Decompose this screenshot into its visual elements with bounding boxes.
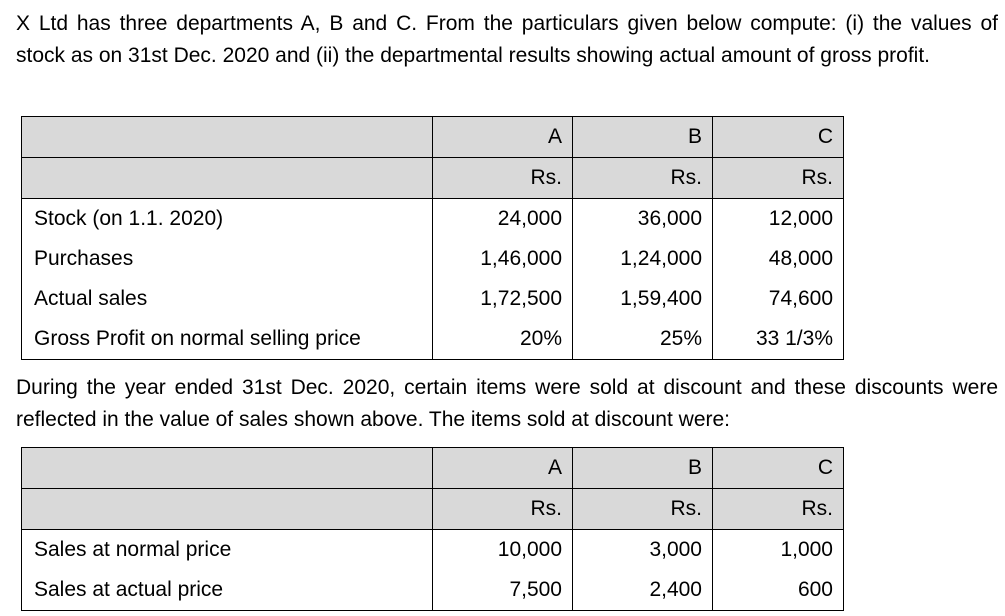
cell-dept-a: 20%: [433, 319, 573, 360]
row-label: Sales at actual price: [22, 570, 433, 611]
cell-dept-a: 1,72,500: [433, 279, 573, 319]
table-header-row: [22, 117, 844, 158]
cell-dept-b: 36,000: [573, 199, 713, 240]
table-unit-row: [22, 158, 844, 199]
row-label: Stock (on 1.1. 2020): [22, 199, 433, 240]
cell-dept-b: 1,59,400: [573, 279, 713, 319]
cell-dept-c: 74,600: [713, 279, 844, 319]
table-unit-row: [22, 489, 844, 530]
row-label: Actual sales: [22, 279, 433, 319]
unit-dept-b: Rs.: [573, 489, 713, 530]
row-label: Gross Profit on normal selling price: [22, 319, 433, 360]
header-dept-b: B: [573, 448, 713, 489]
cell-dept-b: 25%: [573, 319, 713, 360]
header-dept-c: C: [713, 448, 844, 489]
unit-dept-c: Rs.: [713, 489, 844, 530]
unit-dept-b: Rs.: [573, 158, 713, 199]
cell-dept-a: 10,000: [433, 530, 573, 571]
cell-dept-b: 3,000: [573, 530, 713, 571]
cell-dept-a: 24,000: [433, 199, 573, 240]
discount-note-paragraph: During the year ended 31st Dec. 2020, certain items were sold at discount and these discounts were reflected in the value of sales shown above. The items sold at discount were:: [16, 376, 998, 431]
cell-dept-c: 600: [713, 570, 844, 611]
header-dept-c: C: [713, 117, 844, 158]
header-dept-a: A: [433, 117, 573, 158]
table-header-row: [22, 448, 844, 489]
cell-dept-b: 2,400: [573, 570, 713, 611]
department-particulars-table: [21, 116, 844, 360]
row-label: Sales at normal price: [22, 530, 433, 571]
cell-dept-b: 1,24,000: [573, 239, 713, 279]
unit-dept-a: Rs.: [433, 158, 573, 199]
header-dept-b: B: [573, 117, 713, 158]
table-row: [22, 199, 844, 240]
table-row: [22, 570, 844, 611]
cell-dept-c: 33 1/3%: [713, 319, 844, 360]
cell-dept-c: 48,000: [713, 239, 844, 279]
unit-dept-a: Rs.: [433, 489, 573, 530]
discount-sales-table: [21, 447, 844, 611]
header-blank-cell: [22, 117, 433, 158]
cell-dept-a: 7,500: [433, 570, 573, 611]
unit-blank-cell: [22, 489, 433, 530]
cell-dept-a: 1,46,000: [433, 239, 573, 279]
table-row: [22, 239, 844, 279]
table-row: [22, 319, 844, 360]
cell-dept-c: 12,000: [713, 199, 844, 240]
unit-blank-cell: [22, 158, 433, 199]
problem-intro-paragraph: X Ltd has three departments A, B and C. From the particulars given below compute: (i) the values of stock as on 31st Dec. 2020 and (ii) the departmental results showing actual amount of gross profit.: [16, 12, 998, 67]
table-row: [22, 530, 844, 571]
cell-dept-c: 1,000: [713, 530, 844, 571]
header-dept-a: A: [433, 448, 573, 489]
table-row: [22, 279, 844, 319]
row-label: Purchases: [22, 239, 433, 279]
unit-dept-c: Rs.: [713, 158, 844, 199]
header-blank-cell: [22, 448, 433, 489]
